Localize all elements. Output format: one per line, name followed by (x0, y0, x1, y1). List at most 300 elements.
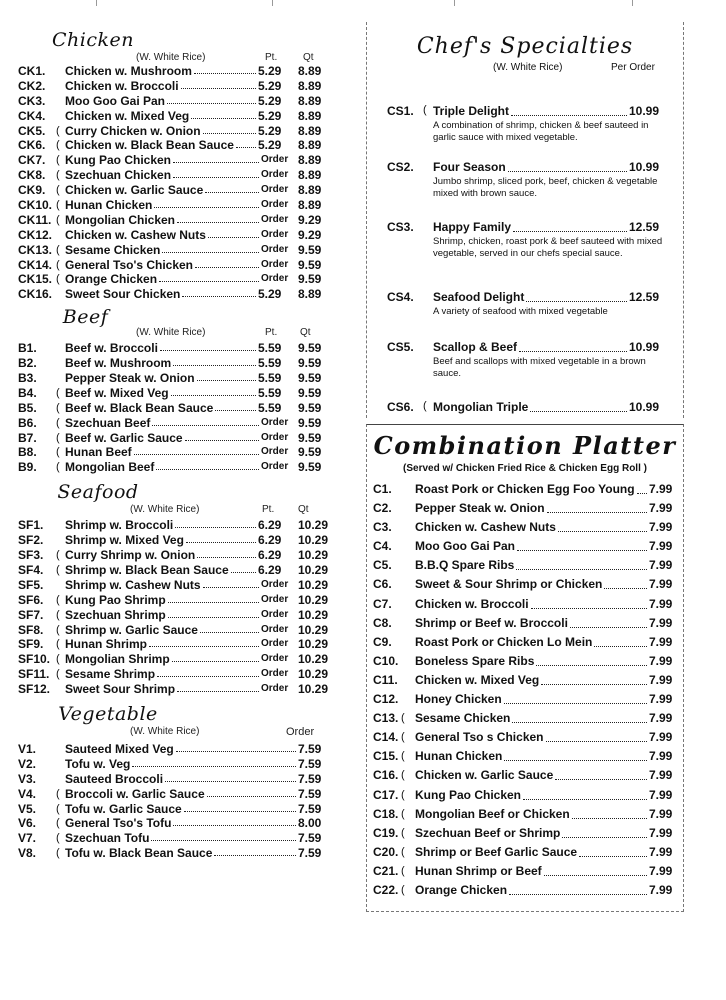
item-code: SF4. (18, 562, 44, 577)
quart-price: 8.89 (298, 123, 322, 138)
combo-item (367, 690, 683, 709)
quart-price: 7.59 (298, 741, 322, 756)
spicy-marker: ( (56, 213, 60, 226)
item-name: Orange Chicken (65, 272, 158, 287)
item-code: V7. (18, 831, 37, 846)
quart-header: Qt (298, 504, 309, 516)
item-code: B2. (18, 356, 37, 371)
menu-item (18, 213, 324, 228)
item-price: 7.99 (649, 634, 673, 649)
pint-price: Order (261, 213, 289, 225)
item-name: Mongolian Chicken (65, 212, 176, 227)
item-code: CK16. (18, 287, 53, 302)
menu-item (18, 356, 324, 371)
item-price: 7.99 (649, 825, 673, 840)
spicy-marker: ( (56, 668, 60, 681)
item-name: Szechuan Tofu (65, 831, 150, 846)
dot-leader (541, 684, 647, 685)
item-name: B.B.Q Spare Ribs (415, 558, 515, 573)
quart-price: 10.29 (298, 518, 329, 533)
item-name: Moo Goo Gai Pan (415, 539, 516, 554)
spicy-marker: ( (56, 593, 60, 606)
spicy-marker: ( (56, 386, 60, 399)
combo-item (367, 728, 683, 747)
menu-item (18, 341, 324, 356)
menu-item (18, 401, 324, 416)
combo-item (367, 480, 683, 499)
spicy-marker: ( (56, 563, 60, 576)
spicy-marker: ( (423, 400, 427, 412)
spicy-marker: ( (56, 653, 60, 666)
quart-price: 10.29 (298, 548, 329, 563)
dot-leader (558, 531, 647, 532)
item-code: SF5. (18, 577, 44, 592)
pint-price: Order (261, 668, 289, 680)
beef-section (18, 305, 324, 475)
menu-item (18, 757, 324, 772)
item-name: Chicken w. Mushroom (65, 64, 192, 78)
item-code: CK15. (18, 272, 53, 287)
item-name: Szechuan Chicken (65, 168, 172, 183)
item-price: 7.99 (649, 711, 673, 726)
quart-price: 8.89 (298, 287, 322, 302)
menu-item (18, 153, 324, 168)
item-code: SF2. (18, 533, 44, 548)
combo-item (367, 518, 683, 537)
pint-price: Order (261, 154, 289, 166)
pint-price: Order (261, 184, 289, 196)
combo-item (367, 595, 683, 614)
item-code: C12. (373, 692, 399, 707)
spicy-marker: ( (56, 154, 60, 167)
dot-leader (177, 222, 259, 223)
pint-price: Order (261, 416, 289, 428)
dot-leader (200, 632, 259, 633)
quart-price: 8.00 (298, 816, 322, 831)
item-code: V5. (18, 801, 37, 816)
spicy-marker: ( (56, 802, 60, 815)
spicy-marker: ( (56, 199, 60, 212)
pint-price: 5.59 (258, 341, 282, 356)
dot-leader (165, 781, 296, 782)
item-code: B8. (18, 445, 37, 460)
chicken-section (18, 28, 324, 302)
dot-leader (205, 192, 259, 193)
quart-price: 9.59 (298, 272, 322, 287)
chefs-specialties-panel (366, 22, 684, 418)
item-name: Szechuan Beef or Shrimp (415, 825, 561, 840)
combo-item (367, 881, 683, 900)
pint-price: 5.29 (258, 93, 282, 108)
item-name: Mongolian Beef or Chicken (415, 806, 570, 821)
dot-leader (555, 779, 647, 780)
specialty-line (433, 220, 726, 236)
section-title: Chicken (52, 29, 134, 51)
item-code: B1. (18, 341, 37, 356)
dot-leader (594, 646, 647, 647)
dot-leader (511, 115, 627, 116)
combo-item (367, 671, 683, 690)
item-name: Szechuan Beef (65, 415, 151, 430)
item-name: Tofu w. Black Bean Sauce (65, 846, 213, 861)
item-code: CK1. (18, 64, 46, 78)
item-code: C19. (373, 825, 399, 840)
spicy-marker: ( (401, 712, 405, 725)
dot-leader (173, 825, 296, 826)
spicy-marker: ( (56, 847, 60, 860)
item-code: V2. (18, 756, 37, 771)
dot-leader (215, 410, 256, 411)
quart-header: Qt (303, 52, 314, 63)
pint-price: Order (261, 258, 289, 270)
item-price: 7.99 (649, 558, 673, 573)
quart-price: 10.29 (298, 533, 329, 548)
spicy-marker: ( (56, 446, 60, 459)
dot-leader (172, 661, 259, 662)
menu-item (18, 577, 329, 593)
dot-leader (604, 588, 647, 589)
menu-item (18, 562, 329, 578)
quart-price: 8.89 (298, 153, 322, 168)
menu-item (18, 79, 324, 94)
spicy-marker: ( (56, 787, 60, 800)
spicy-marker: ( (56, 401, 60, 414)
dot-leader (508, 171, 627, 172)
dot-leader (531, 608, 647, 609)
pint-price: Order (261, 228, 289, 240)
dot-leader (184, 811, 296, 812)
item-name: Chicken w. Mixed Veg (415, 672, 540, 687)
item-code: C17. (373, 787, 399, 802)
item-name: Sesame Shrimp (65, 667, 156, 682)
spicy-marker: ( (56, 124, 60, 137)
dot-leader (562, 837, 647, 838)
section-title: Chef's Specialties (416, 34, 634, 59)
item-name: Chicken w. Cashew Nuts (65, 227, 206, 242)
specialty-item (367, 340, 726, 380)
item-name: Chicken w. Broccoli (65, 78, 179, 93)
menu-item (18, 272, 324, 287)
menu-item (18, 124, 324, 139)
spicy-marker: ( (401, 864, 405, 877)
spicy-marker: ( (56, 243, 60, 256)
section-subheader (18, 327, 324, 341)
pint-price: 5.59 (258, 400, 282, 415)
item-name: Shrimp or Beef Garlic Sauce (415, 844, 578, 859)
menu-item (18, 846, 324, 861)
spicy-marker: ( (401, 750, 405, 763)
dot-leader (517, 550, 647, 551)
menu-item (18, 64, 324, 79)
combo-item (367, 652, 683, 671)
item-code: B3. (18, 371, 37, 386)
item-name: Four Season (433, 160, 506, 174)
item-name: Sesame Chicken (65, 242, 161, 257)
item-code: SF3. (18, 548, 44, 563)
item-code: SF1. (18, 518, 44, 533)
dot-leader (637, 493, 647, 494)
dot-leader (186, 542, 256, 543)
item-name: Moo Goo Gai Pan (65, 93, 166, 108)
item-code: C1. (373, 482, 392, 496)
dot-leader (547, 512, 647, 513)
item-name: Chicken w. Broccoli (415, 596, 529, 611)
menu-item (18, 431, 324, 446)
section-subheader (367, 60, 683, 76)
item-name: Chicken w. Mixed Veg (65, 108, 190, 123)
pint-price: 5.59 (258, 356, 282, 371)
menu-item (18, 198, 324, 213)
combination-platter-panel (366, 424, 684, 912)
dot-leader (197, 380, 256, 381)
dot-leader (168, 602, 259, 603)
item-name: Sesame Chicken (415, 711, 511, 726)
dot-leader (530, 411, 627, 412)
spicy-marker: ( (56, 623, 60, 636)
item-name: Kung Pao Shrimp (65, 592, 166, 607)
specialty-item (367, 290, 726, 318)
item-code: CK5. (18, 123, 46, 138)
dot-leader (207, 796, 296, 797)
dot-leader (173, 177, 259, 178)
item-price: 7.99 (649, 596, 673, 611)
menu-item (18, 183, 324, 198)
item-name: Beef w. Mixed Veg (65, 385, 169, 400)
dot-leader (516, 569, 647, 570)
quart-price: 7.59 (298, 756, 322, 771)
item-description: A combination of shrimp, chicken & beef sauteed in garlic sauce with mixed vegetable. (433, 120, 649, 143)
item-price: 10.99 (629, 340, 660, 354)
item-code: CK14. (18, 257, 53, 272)
specialty-line (433, 400, 726, 416)
quart-price: 7.59 (298, 831, 322, 846)
item-code: CK11. (18, 212, 52, 227)
item-code: CK4. (18, 108, 46, 123)
menu-item (18, 518, 329, 533)
item-price: 7.99 (649, 787, 673, 802)
rice-note: (W. White Rice) (493, 62, 563, 73)
pint-header: Pt. (265, 327, 278, 339)
item-name: Hunan Chicken (415, 749, 503, 764)
spicy-marker: ( (56, 258, 60, 271)
menu-item (18, 168, 324, 183)
item-code: SF7. (18, 607, 44, 622)
item-name: Hunan Shrimp (65, 637, 148, 652)
dot-leader (160, 350, 256, 351)
quart-price: 9.29 (298, 227, 322, 242)
item-code: C5. (373, 558, 392, 573)
dot-leader (185, 440, 259, 441)
item-code: B5. (18, 400, 37, 415)
dot-leader (536, 665, 647, 666)
item-price: 7.99 (649, 672, 673, 687)
item-code: B4. (18, 385, 37, 400)
pint-price: Order (261, 243, 289, 255)
item-code: SF11. (18, 667, 50, 682)
combo-item (367, 824, 683, 843)
item-code: C13. (373, 711, 399, 726)
quart-price: 8.89 (298, 93, 322, 108)
item-code: CS2. (387, 160, 414, 174)
menu-item (18, 548, 329, 563)
dot-leader (512, 722, 647, 723)
quart-price: 10.29 (298, 667, 329, 682)
combo-item (367, 747, 683, 766)
quart-price: 9.59 (298, 460, 322, 475)
item-price: 7.99 (649, 577, 673, 592)
item-price: 7.99 (649, 482, 673, 496)
pint-price: Order (261, 169, 289, 181)
item-code: SF9. (18, 637, 44, 652)
item-price: 10.99 (629, 400, 660, 414)
menu-item (18, 637, 329, 652)
item-price: 7.99 (649, 501, 673, 516)
dot-leader (175, 527, 256, 528)
item-name: Shrimp or Beef w. Broccoli (415, 615, 568, 630)
scan-mark (632, 0, 633, 6)
spicy-marker: ( (423, 104, 427, 116)
item-code: C11. (373, 672, 398, 687)
item-code: C9. (373, 634, 392, 649)
spicy-marker: ( (56, 638, 60, 651)
item-price: 7.99 (649, 806, 673, 821)
item-code: SF6. (18, 592, 44, 607)
item-name: Chicken w. Black Bean Sauce (65, 138, 234, 153)
item-code: C15. (373, 749, 399, 764)
item-code: C22. (373, 882, 399, 897)
dot-leader (173, 162, 259, 163)
seafood-section (18, 480, 329, 697)
item-code: CK6. (18, 138, 46, 153)
rice-note: (W. White Rice) (130, 725, 200, 737)
item-name: Pepper Steak w. Onion (65, 371, 195, 386)
dot-leader (177, 691, 259, 692)
dot-leader (544, 875, 647, 876)
quart-price: 7.59 (298, 786, 322, 801)
item-name: Sauteed Mixed Veg (65, 741, 174, 756)
quart-price: 7.59 (298, 801, 322, 816)
quart-price: 10.29 (298, 607, 329, 622)
scan-mark (96, 0, 97, 6)
right-column (366, 22, 684, 912)
dot-leader (203, 133, 256, 134)
rice-note: (W. White Rice) (130, 504, 200, 516)
pint-price: Order (261, 578, 289, 590)
item-code: CS6. (387, 400, 414, 414)
item-name: Honey Chicken (415, 692, 502, 707)
dot-leader (519, 351, 627, 352)
left-column (18, 28, 329, 861)
spicy-marker: ( (401, 788, 405, 801)
dot-leader (149, 646, 259, 647)
dot-leader (156, 469, 259, 470)
item-code: C21. (373, 863, 399, 878)
dot-leader (132, 766, 296, 767)
menu-item (18, 243, 324, 258)
item-code: C6. (373, 577, 392, 592)
item-description: A variety of seafood with mixed vegetable (433, 306, 608, 317)
quart-price: 8.89 (298, 198, 322, 213)
item-name: Chicken w. Cashew Nuts (415, 520, 556, 535)
quart-price: 9.59 (298, 385, 322, 400)
item-code: CK8. (18, 168, 46, 183)
quart-price: 9.59 (298, 242, 322, 257)
pint-price: 6.29 (258, 562, 282, 577)
section-subheader (18, 504, 324, 518)
item-code: V6. (18, 816, 37, 831)
quart-price: 10.29 (298, 592, 329, 607)
section-subheader (18, 726, 324, 740)
spicy-marker: ( (56, 169, 60, 182)
item-code: CS1. (387, 104, 414, 118)
dot-leader (208, 237, 259, 238)
item-code: C18. (373, 806, 399, 821)
menu-item (18, 533, 329, 548)
dot-leader (504, 760, 647, 761)
combo-item (367, 499, 683, 518)
specialty-item (367, 104, 726, 144)
item-name: Shrimp w. Black Bean Sauce (65, 562, 229, 577)
dot-leader (176, 751, 296, 752)
quart-price: 7.59 (298, 771, 322, 786)
dot-leader (182, 296, 256, 297)
quart-price: 8.89 (298, 78, 322, 93)
item-code: CK3. (18, 93, 46, 108)
pint-price: Order (261, 608, 289, 620)
item-code: CS5. (387, 340, 414, 354)
menu-item (18, 667, 329, 682)
item-name: Shrimp w. Mixed Veg (65, 533, 184, 548)
item-code: C7. (373, 596, 392, 611)
spicy-marker: ( (401, 769, 405, 782)
dot-leader (191, 118, 256, 119)
item-code: C16. (373, 768, 399, 783)
menu-item (18, 371, 324, 386)
quart-price: 9.59 (298, 445, 322, 460)
dot-leader (197, 557, 256, 558)
spicy-marker: ( (401, 807, 405, 820)
item-code: CK7. (18, 153, 46, 168)
menu-item (18, 416, 324, 431)
menu-item (18, 652, 329, 667)
pint-price: 6.29 (258, 548, 282, 563)
vegetable-list (18, 742, 324, 861)
item-name: General Tso s Chicken (415, 730, 544, 745)
item-code: V1. (18, 741, 37, 756)
dot-leader (159, 281, 259, 282)
dot-leader (570, 627, 647, 628)
dot-leader (171, 395, 256, 396)
dot-leader (231, 572, 256, 573)
quart-price: 10.29 (298, 652, 329, 667)
menu-item (18, 287, 324, 302)
quart-price: 10.29 (298, 637, 329, 652)
spicy-marker: ( (56, 184, 60, 197)
dot-leader (168, 617, 259, 618)
item-name: Mongolian Triple (433, 400, 529, 414)
combo-item (367, 614, 683, 633)
menu-item (18, 622, 329, 638)
pint-price: 6.29 (258, 533, 282, 548)
item-name: Sweet & Sour Shrimp or Chicken (415, 577, 603, 592)
spicy-marker: ( (56, 273, 60, 286)
quart-price: 9.29 (298, 212, 322, 227)
spicy-marker: ( (56, 817, 60, 830)
item-name: Shrimp w. Garlic Sauce (65, 622, 198, 637)
item-code: B9. (18, 460, 37, 475)
menu-item (18, 787, 324, 802)
quart-price: 9.59 (298, 400, 322, 415)
